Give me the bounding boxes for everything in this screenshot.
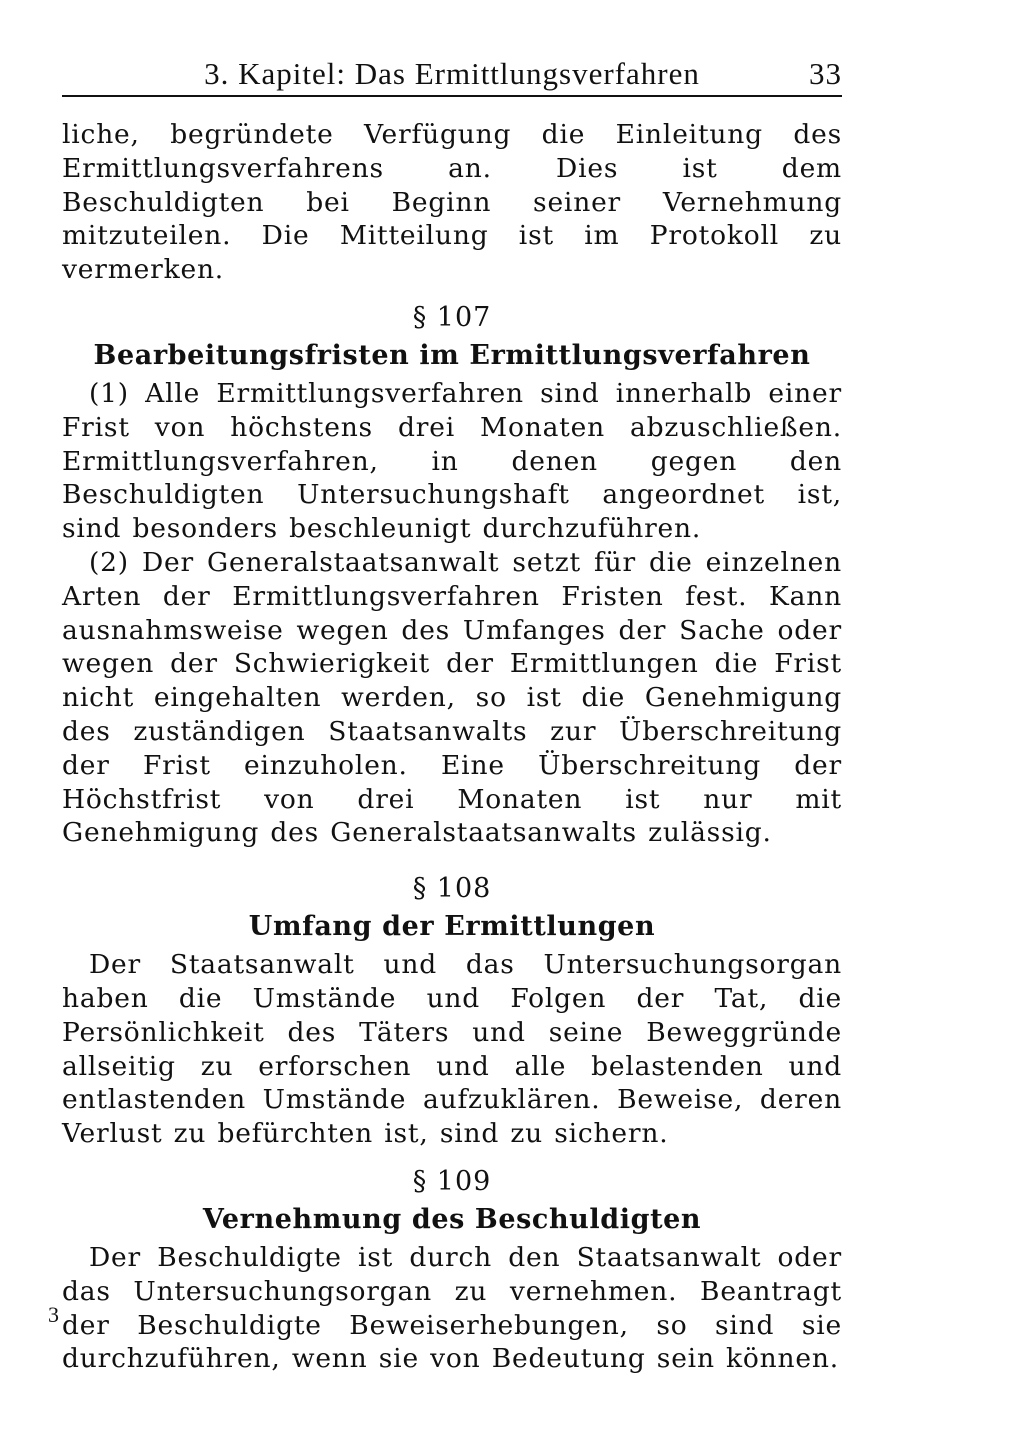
section-paragraph: (2) Der Generalstaatsanwalt setzt für die einzelnen Arten der Ermittlungsverfahren Fristen fest. Kann ausnahmsweise wegen des Umfanges der Sache oder wegen der Schwierigkeit der Ermittlungen die Frist nicht eingehalten werden, so ist die Genehmigung des zuständigen Staatsanwalts zur Überschreitung der Frist einzuholen. Eine Überschreitung der Höchstfrist von drei Monaten ist nur mit Genehmigung des Generalstaatsanwalts zulässig.	[62, 546, 842, 849]
section-title: Bearbeitungsfristen im Ermittlungsverfahren	[93, 339, 811, 371]
body-text	[62, 118, 842, 1376]
section-107	[62, 299, 842, 850]
section-title: Vernehmung des Beschuldigten	[202, 1203, 702, 1235]
section-title: Umfang der Ermittlungen	[248, 911, 656, 943]
running-head	[62, 52, 842, 96]
section-paragraph: Der Beschuldigte ist durch den Staatsanwalt oder das Untersuchungsorgan zu vernehmen. Beantragt der Beschuldigte Beweiserhebungen, so sind sie durchzuführen, wenn sie von Bedeutung sein können.	[62, 1241, 842, 1375]
section-108	[62, 870, 842, 1151]
chapter-title: 3. Kapitel: Das Ermittlungsverfahren	[204, 56, 700, 91]
section-paragraph: Der Staatsanwalt und das Untersuchungsorgan haben die Umstände und Folgen der Tat, die Persönlichkeit des Täters und seine Beweggründe allseitig zu erforschen und alle belastenden und entlastenden Umstände aufzuklären. Beweise, deren Verlust zu befürchten ist, sind zu sichern.	[62, 949, 842, 1150]
page-number: 33	[809, 56, 842, 91]
printer-signature-mark: 3	[48, 1302, 59, 1327]
section-number: § 107	[412, 301, 492, 333]
section-109	[62, 1163, 842, 1376]
header-rule	[62, 95, 842, 97]
section-number: § 108	[412, 873, 492, 905]
intro-paragraph: liche, begründete Verfügung die Einleitung des Ermittlungsverfahrens an. Dies ist dem Beschuldigten bei Beginn seiner Vernehmung mitzuteilen. Die Mitteilung ist im Protokoll zu vermerken.	[62, 119, 842, 286]
section-paragraph: (1) Alle Ermittlungsverfahren sind innerhalb einer Frist von höchstens drei Monaten abzuschließen. Ermittlungsverfahren, in denen gegen den Beschuldigten Untersuchungshaft angeordnet ist, sind besonders beschleunigt durchzuführen.	[62, 377, 842, 545]
section-number: § 109	[412, 1165, 492, 1197]
document-page	[62, 52, 842, 1376]
